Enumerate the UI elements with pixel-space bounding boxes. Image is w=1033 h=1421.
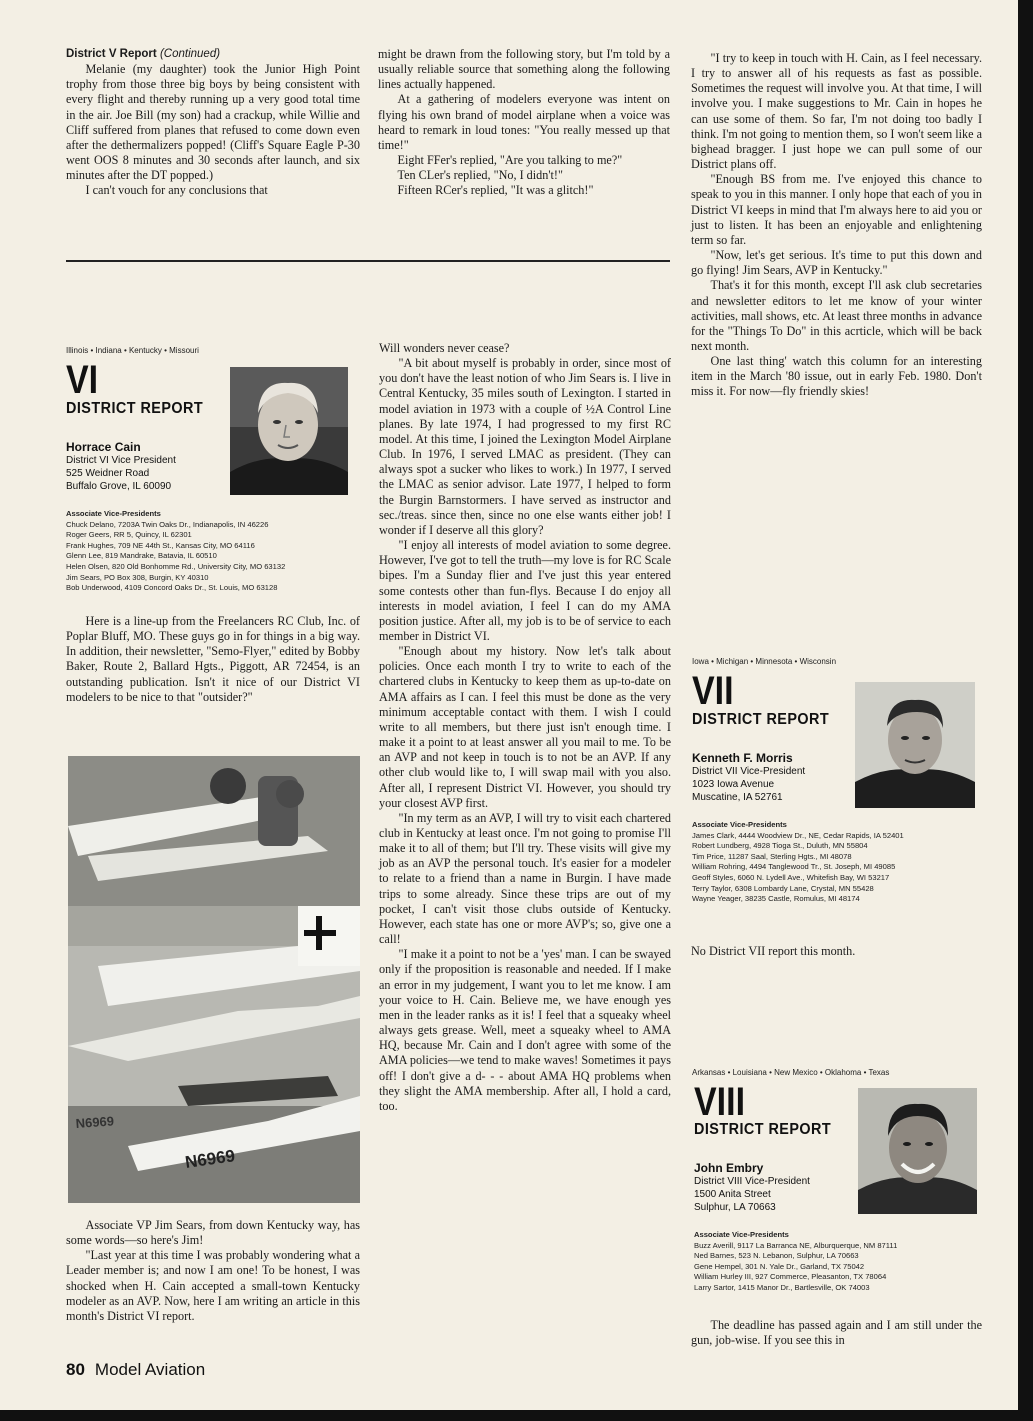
- vp-address: 1023 Iowa Avenue: [692, 779, 775, 790]
- district7-vp-photo: [855, 682, 975, 808]
- paragraph: Melanie (my daughter) took the Junior High Point trophy from those three big boys by being consistent with every flight and thereby running up a very good total time in the air. Joe Bill (my son) had a crackup, while Willie and Cliff suffered from planes that refused to come down even after the dethermalizers popped! (Cliff's Square Eagle P-30 went OOS 8 minutes and 30 seconds after launch, and six minutes after the DT popped.): [66, 62, 360, 183]
- avp-heading: Associate Vice-Presidents: [66, 509, 161, 518]
- avp-entry: Wayne Yeager, 38235 Castle, Romulus, MI 48174: [692, 894, 860, 904]
- district6-avp-list: [66, 509, 285, 594]
- district8-text: [691, 1318, 982, 1348]
- avp-entry: Geoff Styles, 6060 N. Lydell Ave., Whitefish Bay, WI 53217: [692, 872, 890, 882]
- paragraph: No District VII report this month.: [691, 944, 856, 958]
- district6-col1-bottom: [66, 1218, 360, 1324]
- page-footer: [66, 1360, 205, 1380]
- paragraph: That's it for this month, except I'll ask club secretaries and newsletter editors to let me know of your winter activities, mall shows, etc. At least three months in advance for the "Things To Do" in this acrticle, which will be back next month.: [691, 278, 982, 353]
- avp-entry: Chuck Delano, 7203A Twin Oaks Dr., Indianapolis, IN 46226: [66, 519, 269, 529]
- district6-numeral: VI: [66, 358, 99, 402]
- vp-name: John Embry: [694, 1161, 764, 1175]
- paragraph: "Last year at this time I was probably wondering what a Leader member is; and now I am one! To be honest, I was shocked when H. Cain accepted a small-town Kentucky modeler as an AVP. Now, here I am writing an article in this month's District VI report.: [66, 1248, 360, 1323]
- registration-label: N6969: [183, 1146, 237, 1172]
- paragraph: At a gathering of modelers everyone was intent on flying his own brand of model airplane when a voice was heard to remark in loud tones: "You really messed up that time!": [378, 92, 670, 152]
- district7-note: [691, 944, 982, 959]
- scan-edge-right: [1018, 0, 1033, 1421]
- paragraph: Ten CLer's replied, "No, I didn't!": [397, 168, 563, 183]
- vp-address: 525 Weidner Road: [66, 468, 150, 479]
- vp-role: District VIII Vice-President: [694, 1176, 810, 1187]
- district6-col2: [379, 341, 671, 1114]
- paragraph: "Now, let's get serious. It's time to put this down and go flying! Jim Sears, AVP in Kentucky.": [691, 248, 982, 278]
- district6-intro: [66, 614, 360, 705]
- vp-city: Muscatine, IA 52761: [692, 792, 783, 803]
- district8-numeral: VIII: [694, 1080, 746, 1124]
- avp-entry: William Hurley III, 927 Commerce, Pleasanton, TX 78064: [694, 1272, 887, 1282]
- photo-caption: Associate VP Jim Sears, from down Kentucky way, has some words—so here's Jim!: [66, 1218, 360, 1248]
- avp-entry: Roger Geers, RR 5, Quincy, IL 62301: [66, 530, 192, 540]
- page-number: 80: [66, 1360, 85, 1379]
- vp-city: Buffalo Grove, IL 60090: [66, 481, 172, 492]
- paragraph: "I try to keep in touch with H. Cain, as I feel necessary. I try to answer all of his requests as fast as possible. Sometimes the request will involve you. At that time, I will involve you. I make suggestions to Mr. Cain in hopes he can use some of them. So far, I'm not doing too badly I think. I'm not going to mention them, so I won't seem like a bighead bragger. I just hope we can pull some of our District plans off.: [691, 51, 982, 172]
- vp-city: Sulphur, LA 70663: [694, 1202, 776, 1213]
- avp-entry: Tim Price, 11287 Saal, Sterling Hgts., MI 48078: [692, 851, 852, 861]
- paragraph: One last thing' watch this column for an interesting item in the March '80 issue, out in early Feb. 1980. Don't miss it. For now—fly friendly skies!: [691, 354, 982, 399]
- avp-entry: Gene Hempel, 301 N. Yale Dr., Garland, TX 75042: [694, 1261, 865, 1271]
- district8-vp: [694, 1162, 854, 1214]
- avp-entry: Ned Barnes, 523 N. Lebanon, Sulphur, LA 70663: [694, 1251, 859, 1261]
- district6-vp-photo: [230, 367, 348, 495]
- avp-entry: Glenn Lee, 819 Mandrake, Batavia, IL 60510: [66, 551, 217, 561]
- avp-entry: Terry Taylor, 6308 Lombardy Lane, Crystal, MN 55428: [692, 883, 874, 893]
- district7-numeral: VII: [692, 669, 734, 713]
- district7-states: Iowa • Michigan • Minnesota • Wisconsin: [692, 657, 837, 666]
- avp-entry: Frank Hughes, 709 NE 44th St., Kansas City, MO 64116: [66, 540, 255, 550]
- vp-role: District VII Vice-President: [692, 766, 806, 777]
- district8-states: Arkansas • Louisiana • New Mexico • Oklahoma • Texas: [692, 1068, 890, 1077]
- avp-heading: Associate Vice-Presidents: [692, 820, 787, 829]
- district7-avp-list: [692, 820, 904, 905]
- magazine-name: Model Aviation: [94, 1360, 206, 1379]
- district7-title: DISTRICT REPORT: [692, 711, 830, 728]
- paragraph: might be drawn from the following story, but I'm told by a usually reliable source that something along the following lines actually happened.: [378, 47, 670, 92]
- paragraph: Will wonders never cease?: [379, 341, 510, 355]
- paragraph: "A bit about myself is probably in order, since most of you don't have the least notion of who Jim Sears is. I live in Central Kentucky, 35 miles south of Lexington. I started in model aviation in 1973 with a couple of ½A Control Line planes. By late 1974, I had progressed to my first RC model. At this time, I joined the Lexington Model Airplane Club. In 1976, I served LMAC as president. (They can always spot a sucker who likes to work.) In 1977, I served the LMAC as senior advisor. Late 1977, I helped to form the Burgin Barnstormers. I have served as instructor and sec./treas. since then, since no one else wants either job! I wonder if I deserve all this glory?: [379, 356, 671, 537]
- paragraph: I can't vouch for any conclusions that: [85, 183, 268, 198]
- vp-name: Horrace Cain: [66, 440, 141, 454]
- avp-entry: Helen Olsen, 820 Old Bonhomme Rd., University City, MO 63132: [66, 561, 286, 571]
- paragraph: "In my term as an AVP, I will try to visit each chartered club in Kentucky at least once. I'm not going to promise I'll make it to all of them; but I'll try. These visits will give my job as an AVP the personal touch. It's easier for a modeler to relate to a friend than a name in Burgin. I have made trips to some already. Since these trips are out of my pocket, I can't visit those clubs outside of Kentucky. However, each state has one or more AVP's; so, give one a call!: [379, 810, 671, 947]
- paragraph: The deadline has passed again and I am still under the gun, job-wise. If you see this in: [691, 1318, 982, 1348]
- section-divider: [66, 260, 670, 262]
- district8-avp-list: [694, 1230, 897, 1294]
- paragraph: "Enough about my history. Now let's talk about policies. Once each month I try to write to each of the chartered clubs in Kentucky to keep them as up-to-date on AMA affairs as I can. I feel this must be done as the very minimum acceptable contact with them. I wish I could write to all members, but there just isn't enough time. I make it a point to at least answer all you mail to me. To be an AVP and not keep in touch is to not be an AVP. If any other club would like to, I will swap mail with you also. After all, I represent District VI. However, you should try your closest AVP first.: [379, 644, 671, 810]
- district5-col1: [66, 47, 360, 199]
- district7-vp: [692, 752, 857, 804]
- district5-col2: [378, 47, 670, 199]
- paragraph: Here is a line-up from the Freelancers RC Club, Inc. of Poplar Bluff, MO. These guys go in for things in a big way. In addition, their newsletter, "Semo-Flyer," edited by Bobby Baker, Route 2, Ballard Hgts., Piggott, AR 72454, is an outstanding publication. Isn't it nice of our District VI modelers to be nice to that "outsider?": [66, 614, 360, 704]
- paragraph: "Enough BS from me. I've enjoyed this chance to speak to you in this manner. I only hope that each of you in District VI keeps in mind that I'm always here to aid you or just to listen. It has been an enjoyable and enlightening term so far.: [691, 172, 982, 247]
- avp-entry: Larry Sartor, 1415 Manor Dr., Bartlesville, OK 74003: [694, 1282, 870, 1292]
- club-airplanes-photo: [68, 756, 360, 1203]
- paragraph: Eight FFer's replied, "Are you talking to me?": [397, 153, 623, 168]
- scan-edge-bottom: [0, 1410, 1033, 1421]
- registration-label: N6969: [75, 1113, 115, 1131]
- avp-entry: Bob Underwood, 4109 Concord Oaks Dr., St. Louis, MO 63128: [66, 583, 278, 593]
- district6-states: Illinois • Indiana • Kentucky • Missouri: [66, 346, 199, 355]
- vp-role: District VI Vice President: [66, 455, 176, 466]
- district8-title: DISTRICT REPORT: [694, 1121, 832, 1138]
- avp-entry: Robert Lundberg, 4928 Tioga St., Duluth, MN 55804: [692, 841, 868, 851]
- avp-heading: Associate Vice-Presidents: [694, 1230, 789, 1239]
- avp-entry: James Clark, 4444 Woodview Dr., NE, Cedar Rapids, IA 52401: [692, 830, 904, 840]
- paragraph: "I make it a point to not be a 'yes' man. I can be swayed only if the proposition is reasonable and needed. If I make an error in my judgement, I want you to let me know. I am your voice to H. Cain. Believe me, we have enough yes men in the leader ranks as it is! I feel that a squeaky wheel always gets grease. Well, meet a squeaky wheel to AMA HQ, because Mr. Cain and I don't agree with some of the AMA policies—we tend to make waves! Sometimes it pays off! I don't give a d- - - about AMA HQ problems when they slight the AMA membership. After all, I hold a card, too.: [379, 947, 671, 1113]
- paragraph: "I enjoy all interests of model aviation to some degree. However, I've got to tell the truth—my love is for RC Scale bipes. I'm a Sunday flier and I've just this year entered some contests other than fun-flys. Because I do enjoy all interests in model aviation, I feel I can do my AMA position justice. After all, my job is to be of service to each member in District VI.: [379, 538, 671, 643]
- avp-entry: Jim Sears, PO Box 308, Burgin, KY 40310: [66, 572, 209, 582]
- avp-entry: Buzz Averill, 9117 La Barranca NE, Alburquerque, NM 87111: [694, 1240, 898, 1250]
- paragraph: Fifteen RCer's replied, "It was a glitch!": [397, 183, 594, 198]
- district8-vp-photo: [858, 1088, 977, 1214]
- district6-title: DISTRICT REPORT: [66, 400, 204, 417]
- district6-vp: [66, 441, 236, 493]
- district5-heading: District V Report (Continued): [66, 48, 221, 60]
- vp-name: Kenneth F. Morris: [692, 751, 793, 765]
- district6-col3: [691, 51, 982, 400]
- vp-address: 1500 Anita Street: [694, 1189, 771, 1200]
- avp-entry: William Rohring, 4494 Tanglewood Tr., St. Joseph, MI 49085: [692, 862, 896, 872]
